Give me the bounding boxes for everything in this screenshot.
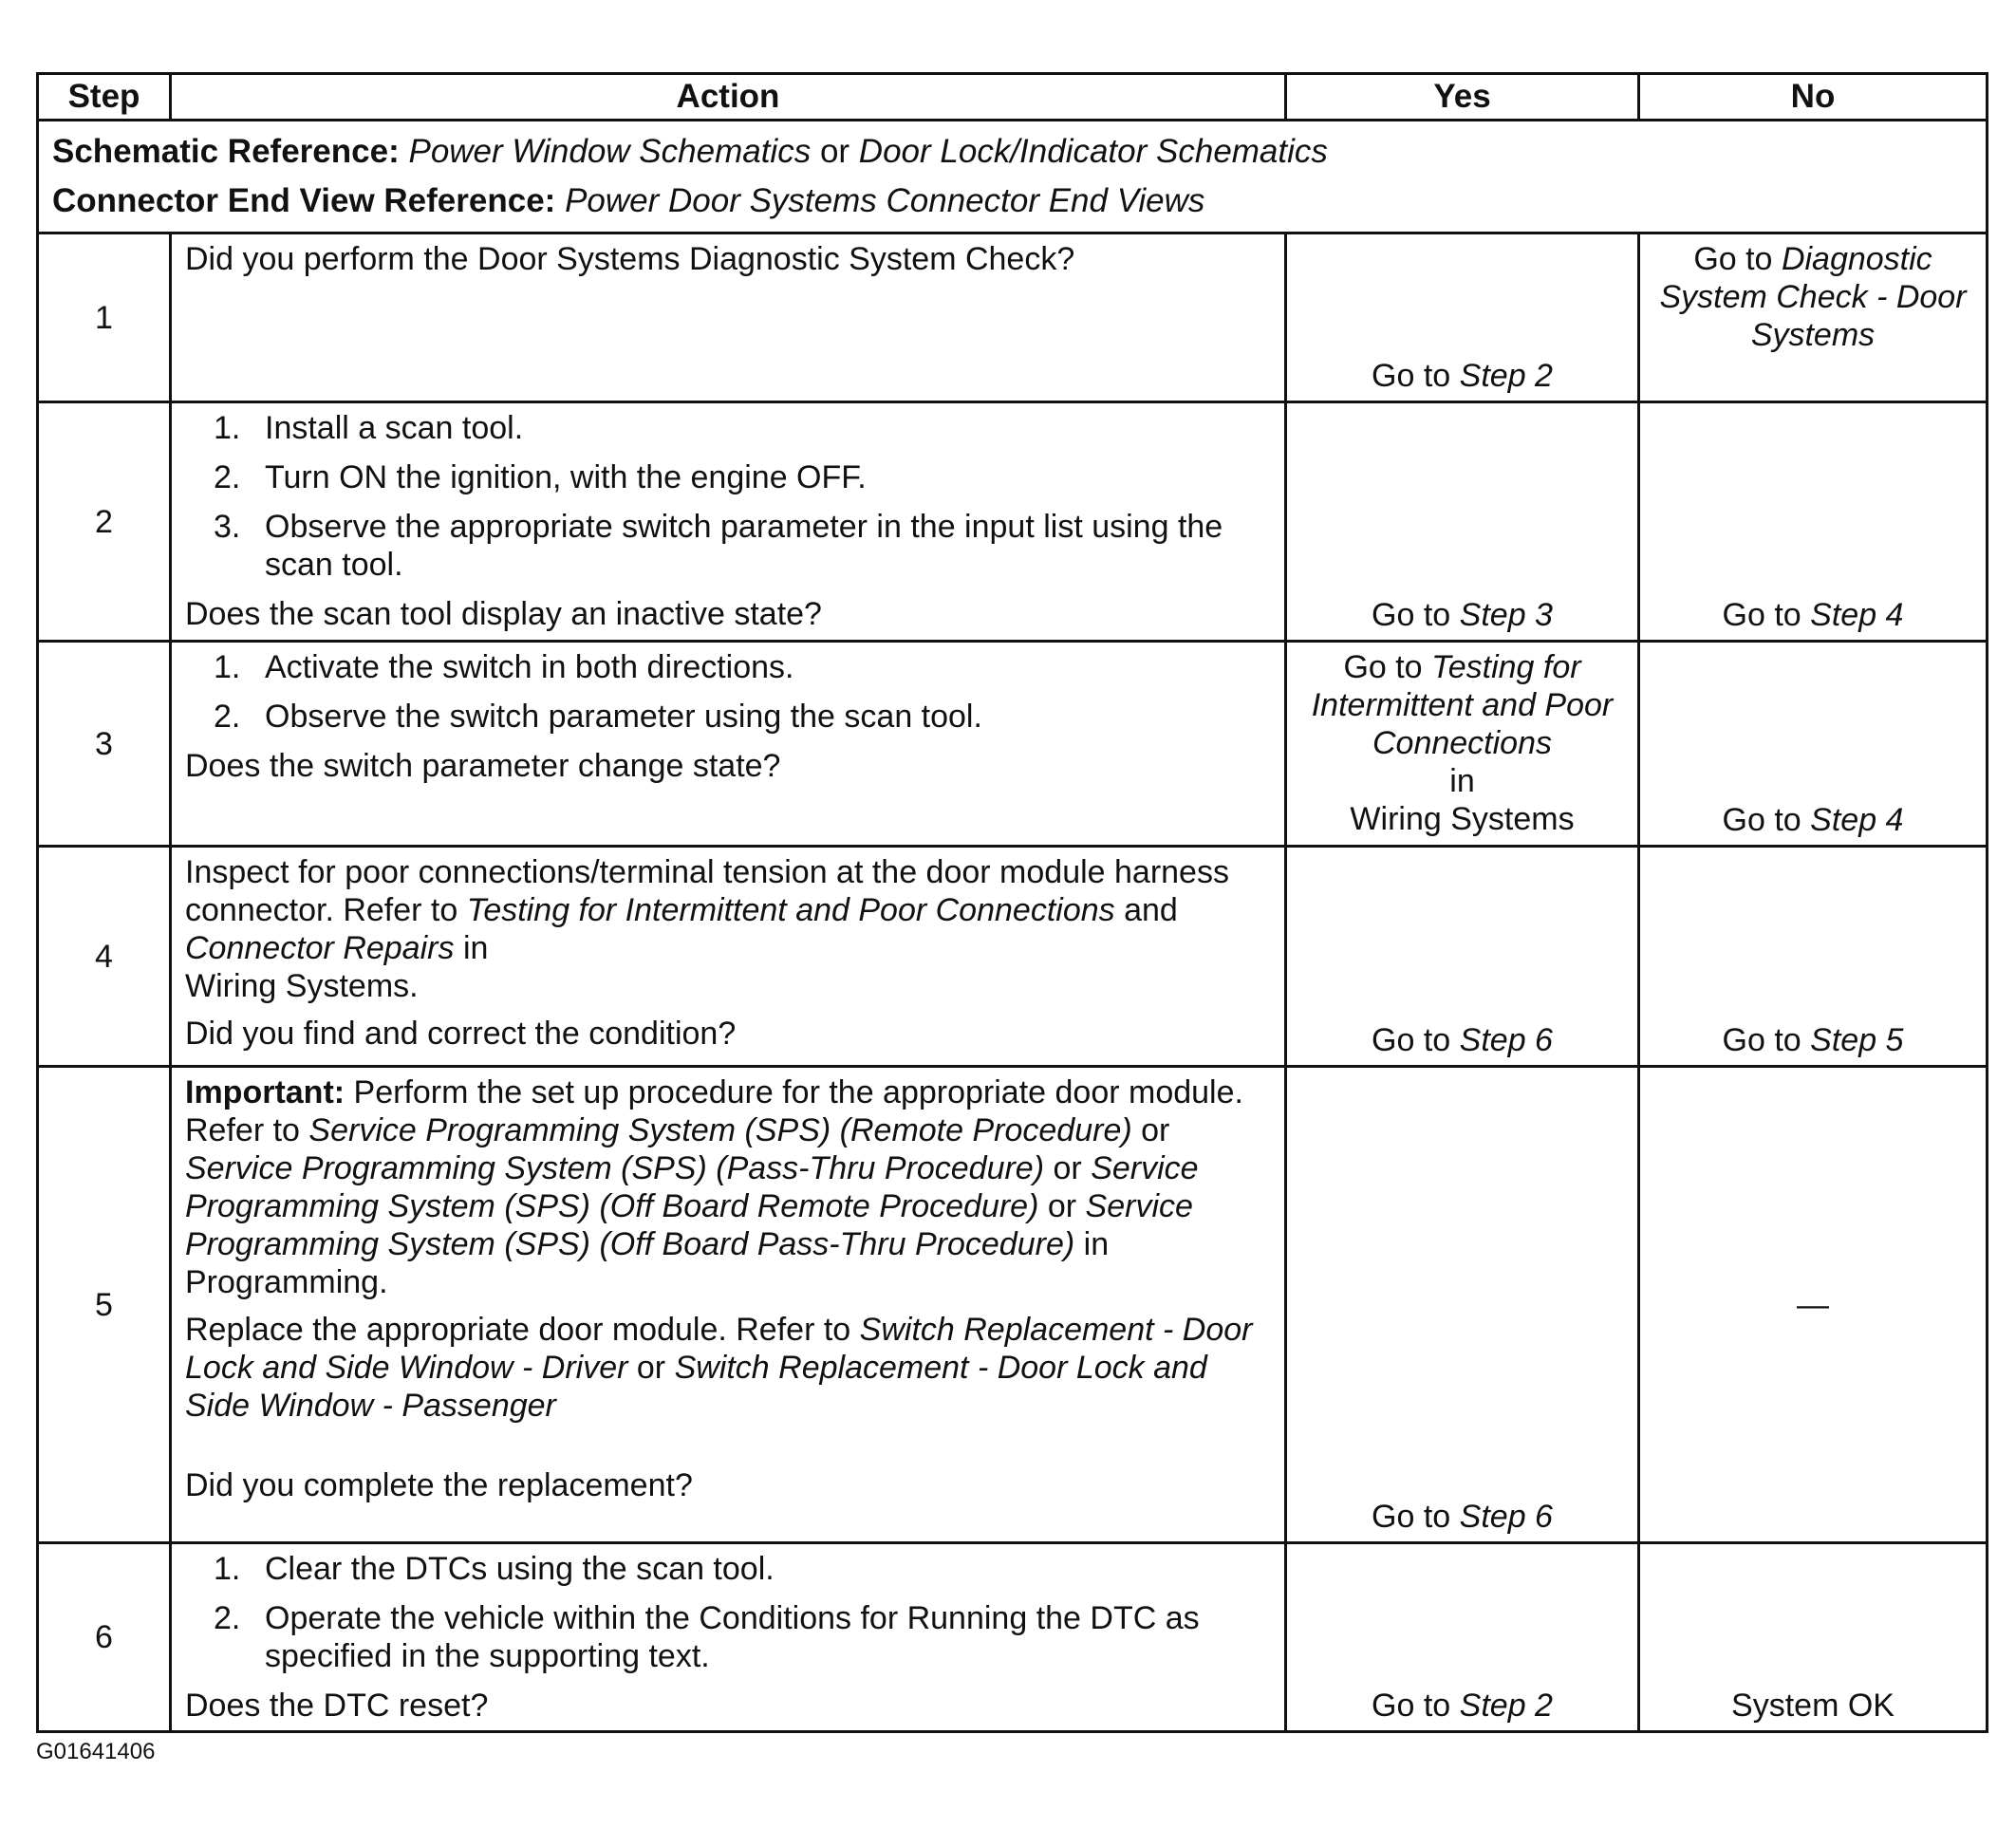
switch-replacement-driver-link[interactable]: Switch Replacement - Door Lock and Side Window - Driver [185,1312,1253,1386]
reference-row [38,121,1988,233]
no-link[interactable]: Diagnostic System Check - Door Systems [1659,241,1967,353]
question-text: Did you perform the Door Systems Diagnostic System Check? [185,241,1075,277]
connector-reference [52,177,1972,226]
sps-remote-link[interactable]: Service Programming System (SPS) (Remote Procedure) [308,1112,1132,1148]
action-cell [171,847,1286,1067]
table-row-step-6 [38,1543,1988,1732]
no-cell: Go to Step 4 [1639,642,1988,847]
schematic-link-power-window[interactable]: Power Window Schematics [408,133,812,170]
table-row-step-1 [38,233,1988,402]
step-number: 2 [38,402,171,642]
step-number: 6 [38,1543,171,1732]
header-no: No [1639,74,1988,121]
no-link[interactable]: Step 4 [1810,802,1904,838]
list-item: 3. Observe the appropriate switch parameter in the input list using the scan tool. [214,509,1223,583]
sps-pass-thru-link[interactable]: Service Programming System (SPS) (Pass-Thru Procedure) [185,1150,1045,1186]
connector-end-view-link[interactable]: Power Door Systems Connector End Views [565,182,1205,219]
header-step: Step [38,74,171,121]
action-cell [171,642,1286,847]
replace-text: Replace the appropriate door module. Refer to Switch Replacement - Door Lock and Side Window - Driver or Switch Replacement - Door Lock and Side Window - Passenger [185,1312,1253,1424]
action-list [185,1550,1271,1675]
step-number: 3 [38,642,171,847]
header-action: Action [171,74,1286,121]
sps-off-board-pass-thru-link[interactable]: Service Programming System (SPS) (Off Board Pass-Thru Procedure) [185,1188,1193,1262]
no-cell: Go to Step 5 [1639,847,1988,1067]
step-number: 5 [38,1067,171,1543]
step-number: 4 [38,847,171,1067]
sps-off-board-remote-link[interactable]: Service Programming System (SPS) (Off Board Remote Procedure) [185,1150,1199,1224]
question-text: Did you find and correct the condition? [185,1016,737,1052]
yes-cell: Go to Step 3 [1286,402,1639,642]
yes-cell: Go to Step 6 [1286,1067,1639,1543]
action-list [185,648,1271,736]
connector-reference-label: Connector End View Reference: [52,182,556,219]
diagnostic-table [36,72,1988,1733]
no-cell: System OK [1639,1543,1988,1732]
header-yes: Yes [1286,74,1639,121]
yes-cell: Go to Step 2 [1286,1543,1639,1732]
table-header-row [38,74,1988,121]
step-number: 1 [38,233,171,402]
figure-id: G01641406 [36,1739,156,1764]
connector-repairs-link[interactable]: Connector Repairs [185,930,455,966]
yes-link[interactable]: Step 2 [1459,1688,1553,1724]
action-cell [171,1067,1286,1543]
yes-link[interactable]: Testing for Intermittent and Poor Connections [1311,649,1614,761]
list-item: 2. Turn ON the ignition, with the engine OFF. [214,459,867,495]
no-cell: — [1639,1067,1988,1543]
no-cell: Go to Step 4 [1639,402,1988,642]
action-cell [171,1543,1286,1732]
inspect-text: Inspect for poor connections/terminal tension at the door module harness connector. Refer to Testing for Intermittent and Poor Connections and Connector Repairs in Wiring Systems. [185,854,1229,1004]
yes-cell: Go to Step 6 [1286,847,1639,1067]
no-cell: Go to Diagnostic System Check - Door Systems [1639,233,1988,402]
switch-replacement-passenger-link[interactable]: Switch Replacement - Door Lock and Side Window - Passenger [185,1350,1207,1424]
reference-cell [38,121,1988,233]
table-row-step-4 [38,847,1988,1067]
table-row-step-5 [38,1067,1988,1543]
no-link[interactable]: Step 5 [1810,1022,1904,1058]
no-link[interactable]: Step 4 [1810,597,1904,633]
action-cell [171,402,1286,642]
intermittent-link[interactable]: Testing for Intermittent and Poor Connections [466,892,1115,928]
schematic-reference-label: Schematic Reference: [52,133,400,170]
important-text: Important: Perform the set up procedure for the appropriate door module. Refer to Service Programming System (SPS) (Remote Procedure) or Service Programming System (SPS) (Pass-Thru Procedure) or Service Programming System (SPS) (Off Board Remote Procedure) or Service Programming System (SPS) (Off Board Pass-Thru Procedure) in Programming. [185,1074,1243,1300]
question-text: Does the scan tool display an inactive state? [185,596,822,632]
table-row-step-2 [38,402,1988,642]
yes-cell: Go to Step 2 [1286,233,1639,402]
list-item: 2. Observe the switch parameter using the scan tool. [214,699,982,735]
action-list [185,409,1271,584]
yes-link[interactable]: Step 6 [1459,1022,1553,1058]
yes-link[interactable]: Step 3 [1459,597,1553,633]
list-item: 1. Activate the switch in both directions. [214,649,794,685]
list-item: 2. Operate the vehicle within the Conditions for Running the DTC as specified in the supporting text. [214,1600,1200,1674]
question-text: Does the DTC reset? [185,1688,489,1724]
question-text: Does the switch parameter change state? [185,748,781,784]
action-cell [171,233,1286,402]
list-item: 1. Install a scan tool. [214,410,524,446]
schematic-or: or [819,133,850,170]
table-row-step-3 [38,642,1988,847]
yes-link[interactable]: Step 6 [1459,1499,1553,1535]
schematic-reference [52,127,1972,177]
yes-cell: Go to Testing for Intermittent and Poor Connections in Wiring Systems [1286,642,1639,847]
yes-link[interactable]: Step 2 [1459,358,1553,394]
question-text: Did you complete the replacement? [185,1467,693,1503]
schematic-link-door-lock[interactable]: Door Lock/Indicator Schematics [858,133,1328,170]
list-item: 1. Clear the DTCs using the scan tool. [214,1551,775,1587]
